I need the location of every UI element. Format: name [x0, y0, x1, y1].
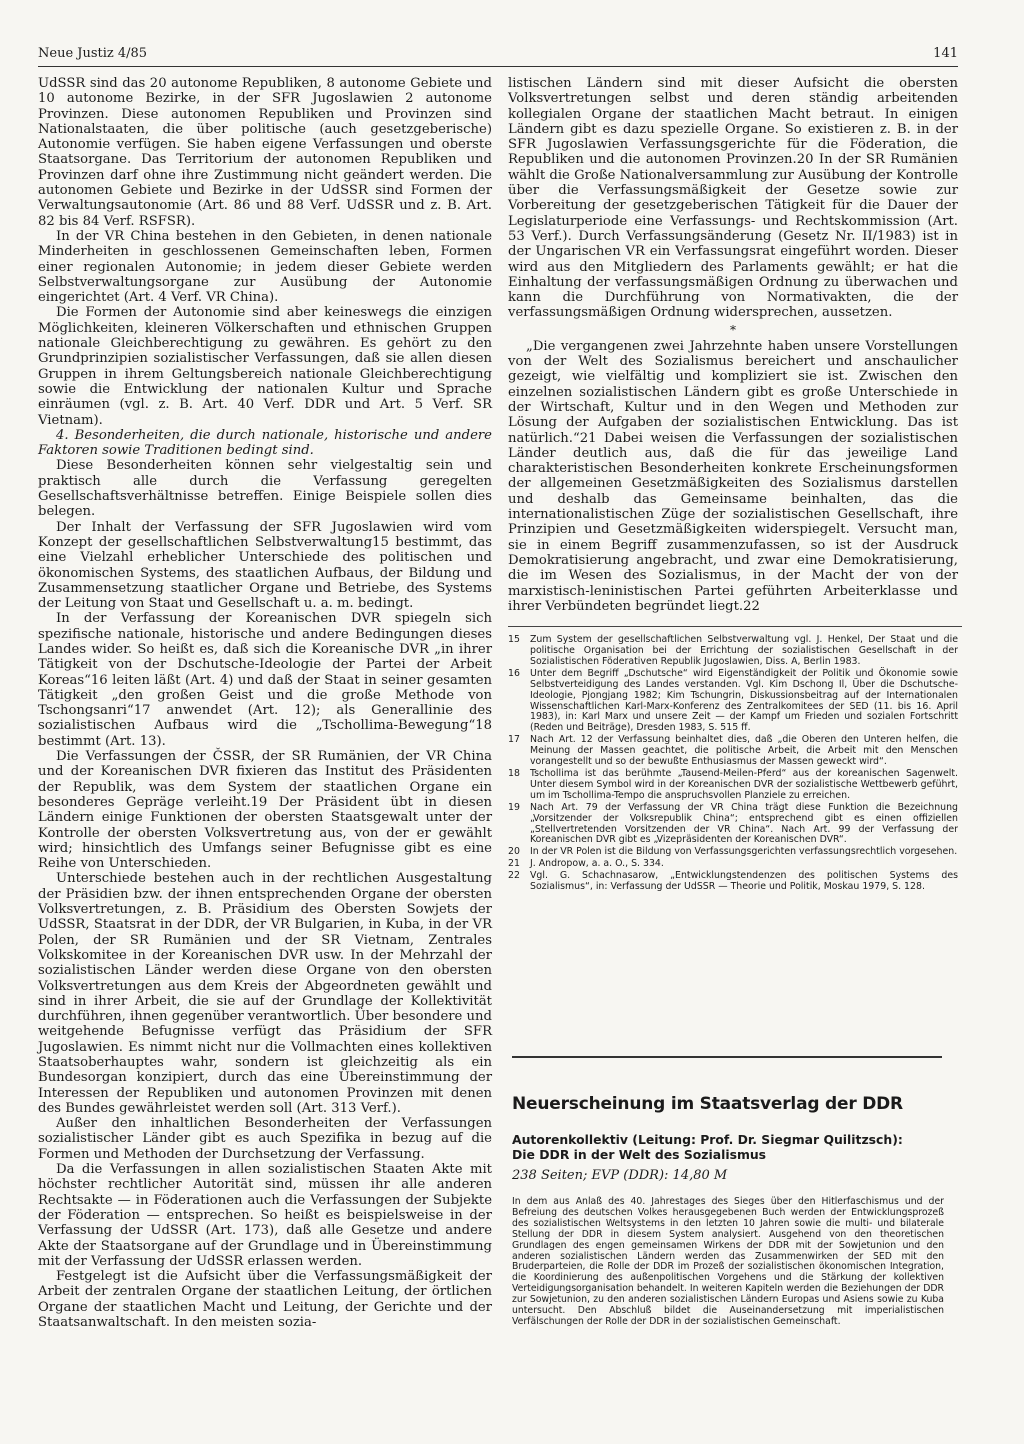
footnote: [508, 635, 958, 668]
paragraph: Da die Verfassungen in allen sozialistischen Staaten Akte mit höchster rechtlicher Autorität sind, müssen ihr alle anderen Rechtsakte — in Föderationen auch die Verfassungen der Subjekte der Föderation — entsprechen. So heißt es beispielsweise in der Verfassung der UdSSR (Art. 173), daß alle Gesetze und andere Akte der Staatsorgane auf der Grundlage und in Übereinstimmung mit der Verfassung der UdSSR erlassen werden.: [38, 1162, 492, 1269]
paragraph: UdSSR sind das 20 autonome Republiken, 8 autonome Gebiete und 10 autonome Bezirke, in der SFR Jugoslawien 2 autonome Provinzen. Diese autonomen Republiken und Provinzen sind Nationalstaaten, die über politische (auch gesetzgeberische) Autonomie verfügen. Sie haben eigene Verfassungen und oberste Staatsorgane. Das Territorium der autonomen Republiken und Provinzen darf ohne ihre Zustimmung nicht geändert werden. Die autonomen Gebiete und Bezirke in der UdSSR sind Formen der Verwaltungsautonomie (Art. 86 und 88 Verf. UdSSR und z. B. Art. 82 bis 84 Verf. RSFSR).: [38, 76, 492, 229]
paragraph: Die Formen der Autonomie sind aber keineswegs die einzigen Möglichkeiten, kleineren Völkerschaften und ethnischen Gruppen nationale Gleichberechtigung zu gewähren. Es gehört zu den Grundprinzipien sozialistischer Verfassungen, daß sie allen diesen Gruppen in ihrem Geltungsbereich nationale Gleichberechtigung sowie die Entwicklung der nationalen Kultur und Sprache einräumen (vgl. z. B. Art. 40 Verf. DDR und Art. 5 Verf. SR Vietnam).: [38, 305, 492, 428]
left-column: [38, 76, 492, 1330]
section-separator: *: [730, 322, 736, 337]
header-rule: [38, 66, 958, 67]
paragraph: Der Inhalt der Verfassung der SFR Jugoslawien wird vom Konzept der gesellschaftlichen Selbstverwaltung15 bestimmt, das eine Vielzahl erheblicher Unterschiede des politischen und ökonomischen Systems, des staatlichen Aufbaus, der Bildung und Zusammensetzung staatlicher Organe und Betriebe, des Systems der Leitung von Staat und Gesellschaft u. a. m. bedingt.: [38, 519, 492, 612]
footnote-number: 18: [508, 767, 520, 779]
footnote-text: Zum System der gesellschaftlichen Selbstverwaltung vgl. J. Henkel, Der Staat und die politische Organisation bei der Errichtung der sozialistischen Gesellschaft in der Sozialistischen Föderativen Republik Jugoslawien, Diss. A, Berlin 1983.: [530, 634, 958, 667]
publication-rule: [512, 1056, 942, 1058]
paragraph: In der VR China bestehen in den Gebieten, in denen nationale Minderheiten in geschlossenen Gemeinschaften leben, Formen einer regionalen Autonomie; in jedem dieser Gebiete werden Selbstverwaltungsorgane zur Ausübung der Autonomie eingerichtet (Art. 4 Verf. VR China).: [38, 228, 492, 306]
footnote: [508, 769, 958, 802]
publication-description: In dem aus Anlaß des 40. Jahrestages des Sieges über den Hitlerfaschismus und der Befreiung des deutschen Volkes herausgegebenen Buch werden der Entwicklungsprozeß des sozialistischen Weltsystems in den letzten 10 Jahren sowie die multi- und bilaterale Stellung der DDR in diesem System analysiert. Ausgehend von den theoretischen Grundlagen des engen gemeinsamen Wirkens der DDR mit der Sowjetunion und den anderen sozialistischen Ländern werden das Zusammenwirken der SED mit den Bruderparteien, die Rolle der DDR im Prozeß der sozialistischen ökonomischen Integration, die Koordinierung des außenpolitischen Vorgehens und die Stärkung der kollektiven Verteidigungsorganisation behandelt. In weiteren Kapiteln werden die Beziehungen der DDR zur Sowjetunion, zu den anderen sozialistischen Ländern Europas und Asiens sowie zu Kuba untersucht. Den Abschluß bildet die Auseinandersetzung mit imperialistischen Verfälschungen der Rolle der DDR in der sozialistischen Gemeinschaft.: [512, 1196, 944, 1327]
footnote-text: Nach Art. 79 der Verfassung der VR China trägt diese Funktion die Bezeichnung „Vorsitzender der Volksrepublik China“; entsprechend gibt es einen offiziellen „Stellvertretenden Vorsitzenden der VR China“. Nach Art. 99 der Verfassung der Koreanischen DVR gibt es „Vizepräsidenten der Koreanischen DVR“.: [530, 801, 958, 846]
section-heading: [38, 428, 492, 459]
page-header: [38, 46, 958, 66]
journal-issue: Neue Justiz 4/85: [38, 46, 148, 61]
footnote-text: Vgl. G. Schachnasarow, „Entwicklungstendenzen des politischen Systems des Sozialismus“, in: Verfassung der UdSSR — Theorie und Politik, Moskau 1979, S. 128.: [530, 870, 958, 893]
footnote: [508, 871, 958, 893]
publication-heading: Neuerscheinung im Staatsverlag der DDR: [512, 1094, 903, 1114]
paragraph: listischen Ländern sind mit dieser Aufsicht die obersten Volksvertretungen selbst und deren ständig arbeitenden kollegialen Organe der staatlichen Macht betraut. In einigen Ländern gibt es dazu spezielle Organe. So existieren z. B. in der SFR Jugoslawien Verfassungsgerichte für die Föderation, die Republiken und die autonomen Provinzen.20 In der SR Rumänien wählt die Große Nationalversammlung zur Ausübung der Kontrolle über die Verfassungsmäßigkeit der Gesetze sowie zur Vorbereitung der gesetzgeberischen Tätigkeit für die Dauer der Legislaturperiode eine Verfassungs- und Rechtskommission (Art. 53 Verf.). Durch Verfassungsänderung (Gesetz Nr. II/1983) ist in der Ungarischen VR ein Verfassungsrat eingeführt worden. Dieser wird aus den Mitgliedern des Parlaments gewählt; er hat die Einhaltung der verfassungsmäßigen Ordnung zu überwachen und kann die Durchführung von Normativakten, die der verfassungsmäßigen Ordnung widersprechen, aussetzen.: [508, 76, 958, 321]
footnote-number: 16: [508, 667, 520, 679]
paragraph: Die Verfassungen der ČSSR, der SR Rumänien, der VR China und der Koreanischen DVR fixieren das Institut des Präsidenten der Republik, was dem System der staatlichen Organe ein besonderes Gepräge verleiht.19 Der Präsident übt in diesen Ländern einige Funktionen der obersten Staatsgewalt unter der Kontrolle der obersten Volksvertretung aus, von der er gewählt wird; hinsichtlich des Umfangs seiner Befugnisse gibt es eine Reihe von Unterschieden.: [38, 749, 492, 872]
footnote-number: 15: [508, 634, 520, 646]
paragraph: Außer den inhaltlichen Besonderheiten der Verfassungen sozialistischer Länder gibt es auch Spezifika in bezug auf die Formen und Methoden der Durchsetzung der Verfassung.: [38, 1116, 492, 1162]
paragraph: Unterschiede bestehen auch in der rechtlichen Ausgestaltung der Präsidien bzw. der ihnen entsprechenden Organe der obersten Volksvertretungen, z. B. Präsidium des Obersten Sowjets der UdSSR, Staatsrat in der DDR, der VR Bulgarien, in Kuba, in der VR Polen, der SR Rumänien und der SR Vietnam, Zentrales Volkskomitee in der Koreanischen DVR usw. In der Mehrzahl der sozialistischen Länder werden diese Organe von den obersten Volksvertretungen aus dem Kreis der Abgeordneten gewählt und sind in ihrer Arbeit, die sie auf der Grundlage der Kollektivität durchführen, ihnen gegenüber verantwortlich. Über besondere und weitgehende Befugnisse verfügt das Präsidium der SFR Jugoslawien. Es nimmt nicht nur die Vollmachten eines kollektiven Staatsoberhauptes wahr, sondern ist gleichzeitig als ein Bundesorgan konzipiert, durch das eine Übereinstimmung der Interessen der Republiken und autonomen Provinzen mit denen des Bundes gewährleistet werden soll (Art. 313 Verf.).: [38, 871, 492, 1116]
footnote-text: In der VR Polen ist die Bildung von Verfassungsgerichten verfassungsrechtlich vorgesehen.: [530, 846, 958, 858]
publication-notice: [512, 1094, 944, 1328]
paragraph: In der Verfassung der Koreanischen DVR spiegeln sich spezifische nationale, historische und andere Bedingungen dieses Landes wider. So heißt es, daß sich die Koreanische DVR „in ihrer Tätigkeit von der Dschutsche-Ideologie der Partei der Arbeit Koreas“16 leiten läßt (Art. 4) und daß der Staat in seiner gesamten Tätigkeit „den großen Geist und die große Methode von Tschongsanri“17 anwendet (Art. 12); als Generallinie des sozialistischen Aufbaus wird die „Tschollima-Bewegung“18 bestimmt (Art. 13).: [38, 611, 492, 749]
paragraph: „Die vergangenen zwei Jahrzehnte haben unsere Vorstellungen von der Welt des Sozialismus bereichert und anschaulicher gezeigt, wie vielfältig und kompliziert sie ist. Zwischen den einzelnen sozialistischen Ländern gibt es große Unterschiede in der Wirtschaft, Kultur und in den Wegen und Methoden zur Lösung der Aufgaben der sozialistischen Entwicklung. Das ist natürlich.“21 Dabei weisen die Verfassungen der sozialistischen Länder deutlich aus, daß die für das jeweilige Land charakteristischen Besonderheiten konkrete Erscheinungsformen der allgemeinen Gesetzmäßigkeiten des Sozialismus darstellen und deshalb das Gemeinsame beinhalten, das die internationalistischen Züge der sozialistischen Gesellschaft, ihre Prinzipien und Gesetzmäßigkeiten widerspiegelt. Versucht man, sie in einem Begriff zusammenzufassen, so ist der Ausdruck Demokratisierung angebracht, und zwar eine Demokratisierung, die im Wesen des Sozialismus, in der Macht der von der marxistisch-leninistischen Partei geführten Arbeiterklasse und ihrer Verbündeten begründet liegt.22: [508, 338, 958, 614]
page-number: 141: [933, 46, 958, 61]
footnote: [508, 847, 958, 858]
paragraph: Festgelegt ist die Aufsicht über die Verfassungsmäßigkeit der Arbeit der zentralen Organe der staatlichen Leitung, der örtlichen Organe der staatlichen Macht und Leitung, der Gerichte und der Staatsanwaltschaft. In den meisten sozia-: [38, 1269, 492, 1331]
footnote-text: Tschollima ist das berühmte „Tausend-Meilen-Pferd“ aus der koreanischen Sagenwelt. Unter diesem Symbol wird in der Koreanischen DVR der sozialistische Wettbewerb geführt, um im Tschollima-Tempo die anspruchsvollen Planziele zu erreichen.: [530, 767, 958, 801]
footnote-text: Unter dem Begriff „Dschutsche“ wird Eigenständigkeit der Politik und Ökonomie sowie Selbstverteidigung des Landes verstanden. Vgl. Kim Dschong Il, Über die Dschutsche-Ideologie, Pjongjang 1982; Kim Tschungrin, Diskussionsbeitrag auf der Internationalen Wissenschaftlichen Karl-Marx-Konferenz des Zentralkomitees der SED (11. bis 16. April 1983), in: Karl Marx und unsere Zeit — der Kampf um Frieden und sozialen Fortschritt (Reden und Beiträge), Dresden 1983, S. 515 ff.: [530, 667, 958, 734]
footnote: [508, 859, 958, 870]
footnote: [508, 735, 958, 768]
footnote-number: 20: [508, 846, 520, 858]
publication-meta: 238 Seiten; EVP (DDR): 14,80 M: [512, 1168, 728, 1183]
right-column: [508, 76, 958, 894]
footnote: [508, 669, 958, 734]
publication-title: Die DDR in der Welt des Sozialismus: [512, 1147, 767, 1162]
footnote-text: Nach Art. 12 der Verfassung beinhaltet dies, daß „die Oberen den Unteren helfen, die Meinung der Massen geachtet, die politische Arbeit, die Arbeit mit den Menschen vorangestellt und so der bewußte Enthusiasmus der Massen geweckt wird“.: [530, 734, 958, 768]
footnote-number: 19: [508, 801, 520, 813]
section-heading-text: 4. Besonderheiten, die durch nationale, historische und andere Faktoren sowie Traditionen bedingt sind.: [38, 427, 492, 459]
footnote-number: 21: [508, 858, 520, 870]
footnote-rule: [508, 626, 962, 627]
footnote-text: J. Andropow, a. a. O., S. 334.: [530, 858, 664, 870]
footnote-number: 17: [508, 734, 520, 746]
footnote-number: 22: [508, 870, 520, 882]
paragraph: Diese Besonderheiten können sehr vielgestaltig sein und praktisch alle durch die Verfassung geregelten Gesellschaftsverhältnisse betreffen. Einige Beispiele sollen dies belegen.: [38, 458, 492, 520]
footnotes: [508, 635, 958, 893]
footnote: [508, 803, 958, 847]
publication-authors: Autorenkollektiv (Leitung: Prof. Dr. Siegmar Quilitzsch):: [512, 1132, 903, 1147]
